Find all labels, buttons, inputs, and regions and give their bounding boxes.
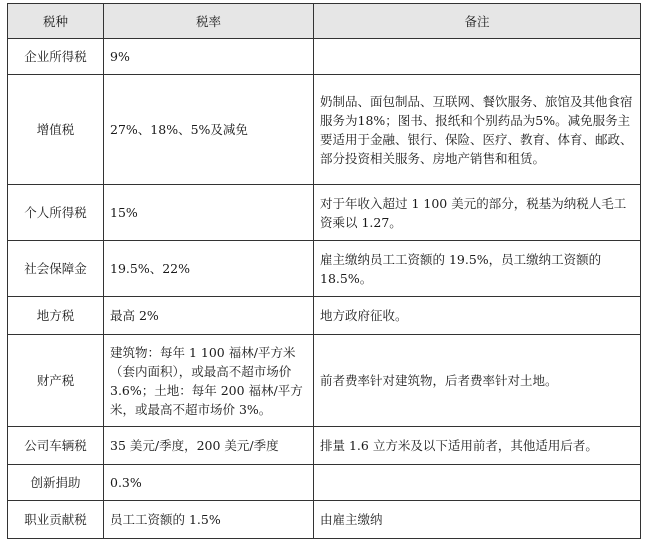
tax-name: 财产税: [8, 335, 104, 427]
tax-name: 增值税: [8, 75, 104, 185]
tax-rate: 建筑物：每年 1 100 福林/平方米（套内面积），或最高不超市场价 3.6%；土地：每年 200 福林/平方米，或最高不超市场价 3%。: [104, 335, 314, 427]
table-row: [8, 39, 641, 75]
tax-rate: 19.5%、22%: [104, 241, 314, 297]
tax-name: 地方税: [8, 297, 104, 335]
table-row: [8, 185, 641, 241]
tax-note: 由雇主缴纳: [314, 501, 641, 539]
table-row: [8, 241, 641, 297]
tax-rate: 0.3%: [104, 465, 314, 501]
tax-note: [314, 39, 641, 75]
header-row: [8, 4, 641, 39]
table-row: [8, 297, 641, 335]
tax-note: 前者费率针对建筑物，后者费率针对土地。: [314, 335, 641, 427]
tax-note: 地方政府征收。: [314, 297, 641, 335]
tax-note: [314, 465, 641, 501]
tax-note: 雇主缴纳员工工资额的 19.5%，员工缴纳工资额的 18.5%。: [314, 241, 641, 297]
table-row: [8, 427, 641, 465]
tax-name: 个人所得税: [8, 185, 104, 241]
tax-rate: 最高 2%: [104, 297, 314, 335]
tax-note: 排量 1.6 立方米及以下适用前者，其他适用后者。: [314, 427, 641, 465]
header-tax-type: 税种: [8, 4, 104, 39]
table-row: [8, 465, 641, 501]
tax-name: 创新捐助: [8, 465, 104, 501]
tax-rate: 9%: [104, 39, 314, 75]
tax-rate: 35 美元/季度，200 美元/季度: [104, 427, 314, 465]
tax-note: 奶制品、面包制品、互联网、餐饮服务、旅馆及其他食宿服务为18%；图书、报纸和个别药品为5%。减免服务主要适用于金融、银行、保险、医疗、教育、体育、邮政、部分投资相关服务、房地产销售和租赁。: [314, 75, 641, 185]
table-row: [8, 75, 641, 185]
header-tax-rate: 税率: [104, 4, 314, 39]
header-remarks: 备注: [314, 4, 641, 39]
table-row: [8, 501, 641, 539]
tax-name: 职业贡献税: [8, 501, 104, 539]
tax-rate: 27%、18%、5%及减免: [104, 75, 314, 185]
table-row: [8, 335, 641, 427]
tax-note: 对于年收入超过 1 100 美元的部分，税基为纳税人毛工资乘以 1.27。: [314, 185, 641, 241]
tax-rate: 员工工资额的 1.5%: [104, 501, 314, 539]
tax-name: 社会保障金: [8, 241, 104, 297]
tax-rate: 15%: [104, 185, 314, 241]
tax-table: [7, 3, 641, 539]
tax-name: 公司车辆税: [8, 427, 104, 465]
tax-name: 企业所得税: [8, 39, 104, 75]
